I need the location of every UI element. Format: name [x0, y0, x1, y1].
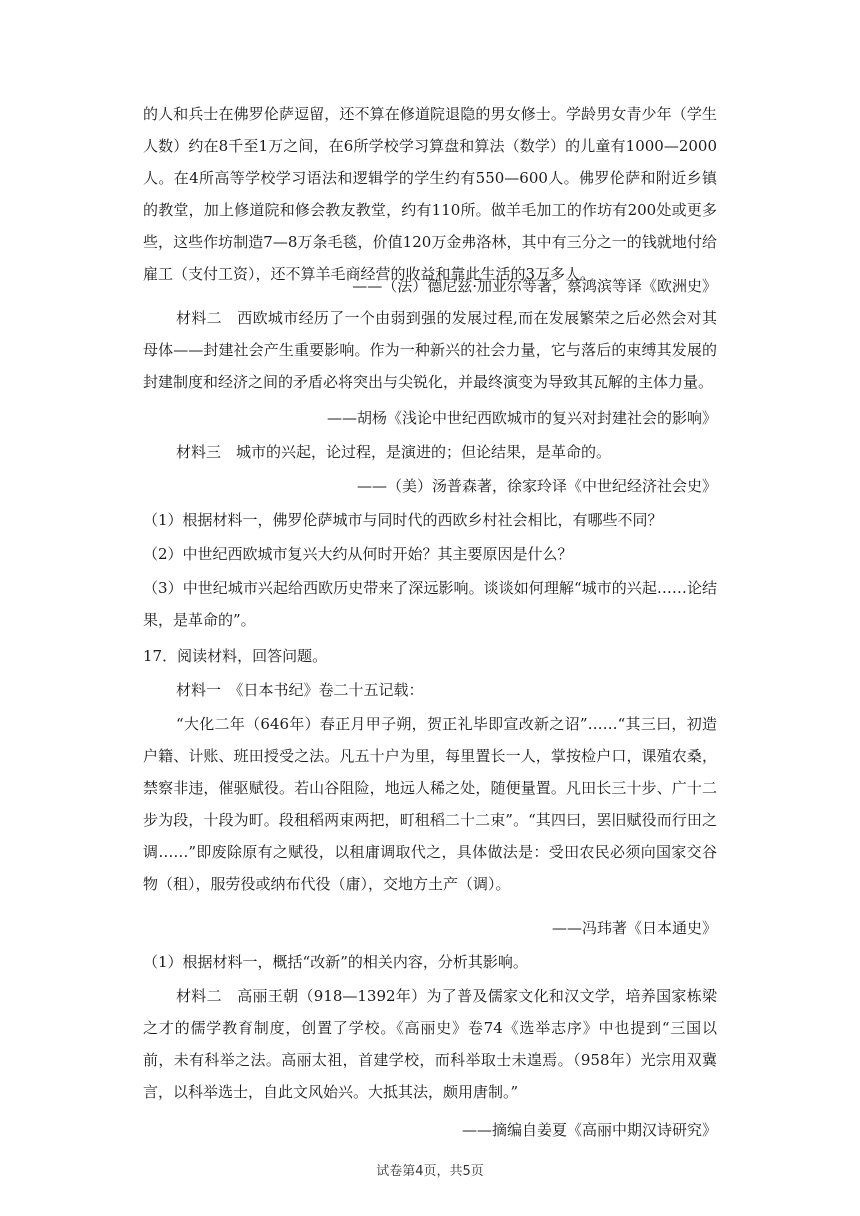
- question-17-1: （1）根据材料一，概括“改新”的相关内容，分析其影响。: [143, 953, 528, 971]
- question-16-2: （2）中世纪西欧城市复兴大约从何时开始？其主要原因是什么？: [143, 545, 573, 563]
- material1-source: ——（法）德尼兹·加亚尔等著，蔡鸿滨等译《欧洲史》: [352, 277, 717, 295]
- question-16-1: （1）根据材料一，佛罗伦萨城市与同时代的西欧乡村社会相比，有哪些不同？: [143, 511, 663, 529]
- material1-continued-paragraph: 的人和兵士在佛罗伦萨逗留，还不算在修道院退隐的男女修士。学龄男女青少年（学生人数）约在8千至1万之间，在6所学校学习算盘和算法（数学）的儿童有1000—2000人。在4所高等学校学习语法和逻辑学的学生约有550—600人。佛罗伦萨和附近乡镇的教堂，加上修道院和修会教友教堂，约有110所。做羊毛加工的作坊有200处或更多些，这些作坊制造7—8万条毛毯，价值120万金弗洛林，其中有三分之一的钱就地付给雇工（支付工资），还不算羊毛商经营的收益和靠此生活的3万多人。: [143, 105, 717, 283]
- q17-material1-source: ——冯玮著《日本通史》: [551, 919, 717, 937]
- material3-paragraph: 材料三 城市的兴起，论过程，是演进的；但论结果，是革命的。: [176, 443, 612, 461]
- q17-material1-paragraph: “大化二年（646年）春正月甲子朔，贺正礼毕即宣改新之诏”……“其三曰，初造户籍、计账、班田授受之法。凡五十户为里，每里置长一人，掌按检户口，课殖农桑，禁察非违，催驱赋役。若山谷阻险，地远人稀之处，随便量置。凡田长三十步、广十二步为段，十段为町。段租稻两束两把，町租稻二十二束”。“其四曰，罢旧赋役而行田之调……”即废除原有之赋役，以租庸调取代之，具体做法是：受田农民必须向国家交谷物（租），服劳役或纳布代役（庸），交地方土产（调）。: [143, 715, 717, 893]
- material2-paragraph: 材料二 西欧城市经历了一个由弱到强的发展过程,而在发展繁荣之后必然会对其母体——封建社会产生重要影响。作为一种新兴的社会力量，它与落后的束缚其发展的封建制度和经济之间的矛盾必将突出与尖锐化，并最终演变为导致其瓦解的主体力量。: [143, 309, 717, 391]
- question-16-3: （3）中世纪城市兴起给西欧历史带来了深远影响。谈谈如何理解“城市的兴起……论结果，是革命的”。: [143, 579, 717, 629]
- q17-material1-intro: 材料一 《日本书纪》卷二十五记载：: [176, 681, 424, 699]
- material3-source: ——（美）汤普森著，徐家玲译《中世纪经济社会史》: [356, 477, 717, 495]
- q17-material2-paragraph: 材料二 高丽王朝（918—1392年）为了普及儒家文化和汉文学，培养国家栋梁之才的儒学教育制度，创置了学校。《高丽史》卷74《选举志序》中也提到“三国以前，未有科举之法。高丽太祖，首建学校，而科举取士未遑焉。（958年）光宗用双冀言，以科举选士，自此文风始兴。大抵其法，颇用唐制。”: [143, 987, 717, 1101]
- q17-material2-source: ——摘编自姜夏《高丽中期汉诗研究》: [461, 1121, 717, 1139]
- page-footer: 试卷第4页，共5页: [376, 1164, 484, 1179]
- question-17-title: 17．阅读材料，回答问题。: [143, 647, 328, 665]
- material2-source: ——胡杨《浅论中世纪西欧城市的复兴对封建社会的影响》: [326, 409, 717, 427]
